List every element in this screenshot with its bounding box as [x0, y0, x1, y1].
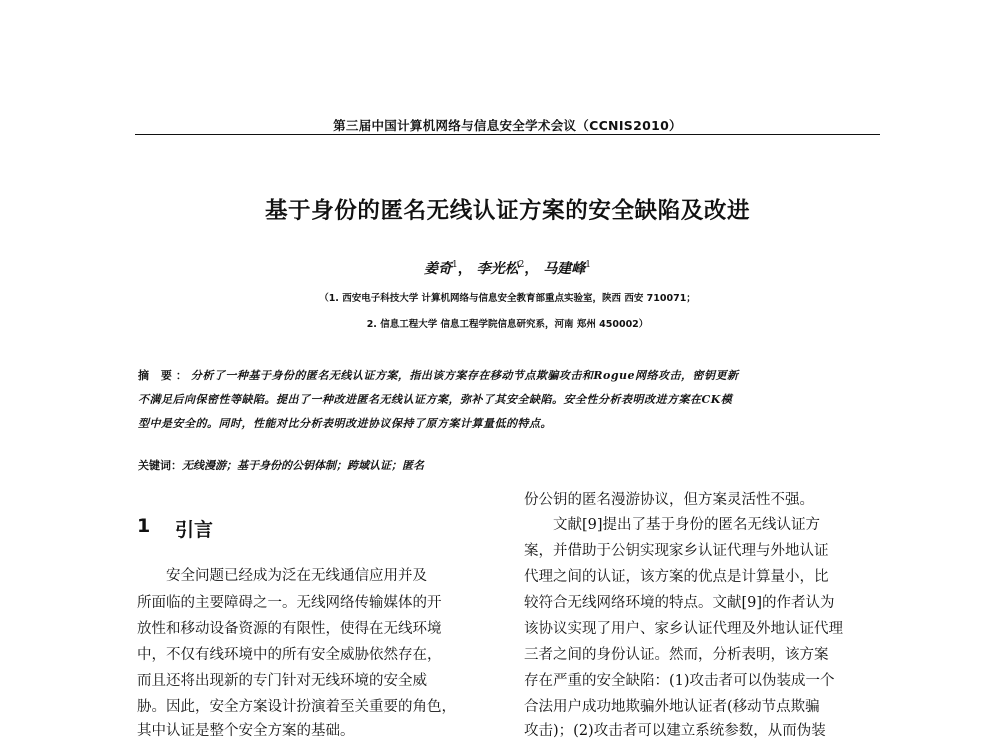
right-column-line: 存在严重的安全缺陷：(1)攻击者可以伪装成一个 — [524, 673, 835, 689]
author-affil-mark: 1 — [452, 260, 458, 270]
keywords — [138, 457, 880, 473]
author-separator: ， — [457, 261, 472, 277]
running-header: 第三届中国计算机网络与信息安全学术会议（CCNIS2010） — [333, 118, 682, 133]
author-affil-mark: 1 — [585, 260, 591, 270]
abstract-line: 型中是安全的。同时，性能对比分析表明改进协议保持了原方案计算量低的特点。 — [138, 417, 552, 430]
right-column-line: 攻击)；(2)攻击者可以建立系统参数，从而伪装 — [524, 723, 826, 739]
abstract-line — [138, 367, 880, 383]
left-column-line: 放性和移动设备资源的有限性，使得在无线环境 — [137, 621, 442, 637]
section-title: 引言 — [175, 519, 214, 541]
left-column-line: 所面临的主要障碍之一。无线网络传输媒体的开 — [137, 595, 442, 611]
left-column-line: 胁。因此，安全方案设计扮演着至关重要的角色， — [137, 699, 456, 715]
right-column-line: 代理之间的认证，该方案的优点是计算量小，比 — [524, 569, 829, 585]
author-list — [135, 258, 880, 278]
left-column-line: 而且还将出现新的专门针对无线环境的安全威 — [137, 673, 427, 689]
right-column-line: 合法用户成功地欺骗外地认证者(移动节点欺骗 — [524, 699, 820, 715]
abstract-text: 分析了一种基于身份的匿名无线认证方案，指出该方案存在移动节点欺骗攻击和Rogue网络攻击，密钥更新 — [190, 369, 739, 382]
left-column-line: 其中认证是整个安全方案的基础。 — [137, 723, 355, 739]
author-name: 马建峰 — [543, 261, 586, 277]
abstract-label: 摘 要： — [138, 369, 191, 382]
right-column-line: 较符合无线网络环境的特点。文献[9]的作者认为 — [524, 595, 835, 611]
right-column-line: 三者之间的身份认证。然而，分析表明，该方案 — [524, 647, 829, 663]
header-rule — [135, 134, 880, 135]
keywords-label: 关键词： — [138, 459, 182, 472]
right-column-line: 该协议实现了用户、家乡认证代理及外地认证代理 — [524, 621, 843, 637]
author-name: 李光松 — [476, 261, 519, 277]
section-number: 1 — [137, 515, 151, 537]
left-column-line: 中，不仅有线环境中的所有安全威胁依然存在， — [137, 647, 442, 663]
paper-title: 基于身份的匿名无线认证方案的安全缺陷及改进 — [264, 198, 751, 224]
keywords-text: 无线漫游；基于身份的公钥体制；跨域认证；匿名 — [182, 459, 424, 472]
right-column-line: 案，并借助于公钥实现家乡认证代理与外地认证 — [524, 543, 829, 559]
author-separator: ， — [524, 261, 539, 277]
left-column-line: 安全问题已经成为泛在无线通信应用并及 — [137, 568, 427, 584]
author-name: 姜奇 — [424, 261, 453, 277]
abstract-line: 不满足后向保密性等缺陷。提出了一种改进匿名无线认证方案，弥补了其安全缺陷。安全性分析表明改进方案在CK模 — [138, 393, 733, 406]
right-column-line: 文献[9]提出了基于身份的匿名无线认证方 — [524, 517, 821, 533]
author-affil-mark: 2 — [518, 260, 525, 270]
right-column-line: 份公钥的匿名漫游协议，但方案灵活性不强。 — [524, 492, 814, 508]
affiliation-1: （1. 西安电子科技大学 计算机网络与信息安全教育部重点实验室，陕西 西安 710071； — [319, 293, 696, 304]
affiliation-2: 2. 信息工程大学 信息工程学院信息研究系，河南 郑州 450002） — [366, 319, 649, 330]
